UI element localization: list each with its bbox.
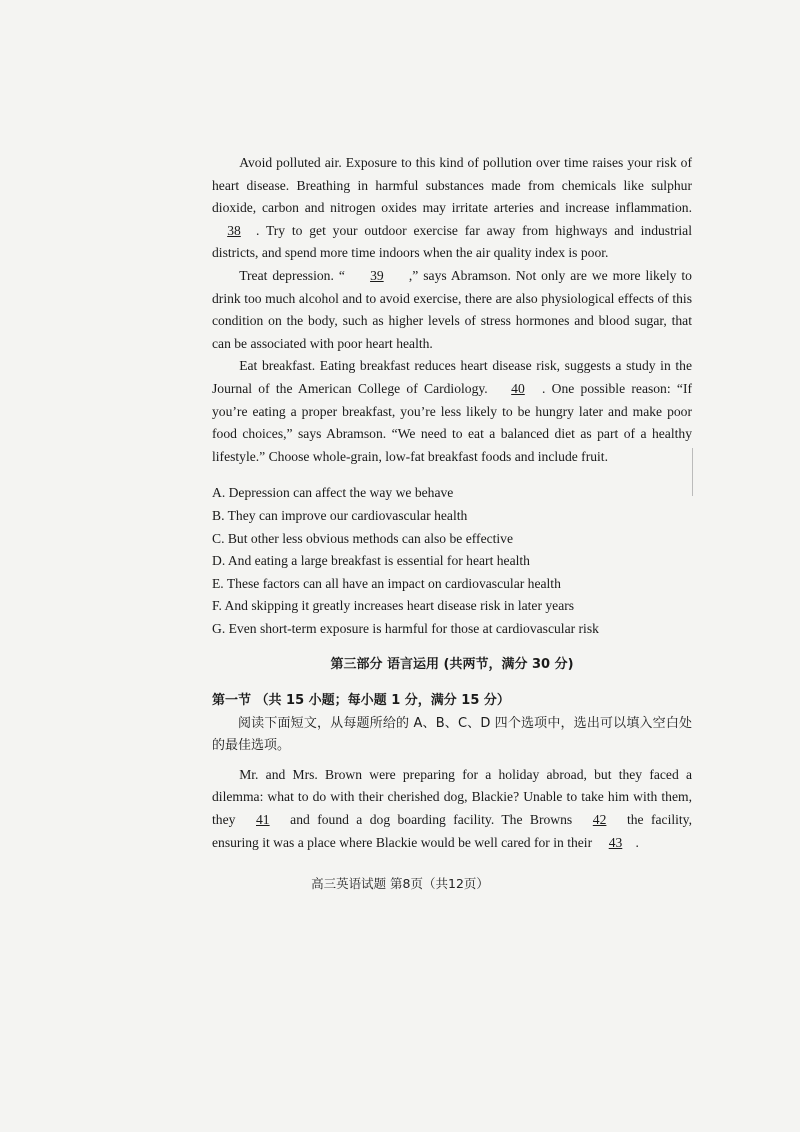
paragraph-39 (212, 265, 692, 355)
blank-42: 42 (592, 812, 607, 828)
option-d: D. And eating a large breakfast is essential for heart health (212, 553, 530, 569)
blank-43: 43 (608, 834, 623, 850)
passage-text: . (635, 834, 639, 850)
blank-39: 39 (370, 267, 384, 283)
paragraph-text: . One possible reason: “If you’re eating a proper breakfast, you’re less likely to be hungry later and make poor food choices,” says Abramson. “We need to eat a balanced diet as part of a healthy lifestyle.” Choose whole-grain, low-fat breakfast foods and include fruit. (212, 380, 692, 464)
scan-edge-line (692, 448, 693, 496)
section-heading: 第一节 （共 15 小题；每小题 1 分，满分 15 分） (212, 693, 510, 709)
blank-41: 41 (256, 812, 270, 828)
passage-text: the facility, ensuring it was a place where Blackie would be well cared for in their (212, 812, 692, 850)
paragraph-38 (212, 152, 692, 265)
paragraph-text: Avoid polluted air. Exposure to this kind of pollution over time raises your risk of heart disease. Breathing in harmful substances made from chemicals like sulphur dioxide, carbon and nitrogen oxides may irritate arteries and increase inflammation. (212, 155, 692, 216)
blank-40: 40 (511, 380, 525, 396)
instruction-text: 阅读下面短文，从每题所给的 A、B、C、D 四个选项中，选出可以填入空白处的最佳选项。 (212, 715, 692, 754)
option-f: F. And skipping it greatly increases heart disease risk in later years (212, 598, 575, 614)
part-heading: 第三部分 语言运用 (共两节，满分 30 分) (330, 657, 574, 673)
option-e: E. These factors can all have an impact on cardiovascular health (212, 575, 561, 591)
passage-text: and found a dog boarding facility. The Browns (282, 812, 580, 828)
paragraph-text: . Try to get your outdoor exercise far away from highways and industrial districts, and spend more time indoors when the air quality index is poor. (212, 222, 692, 261)
paragraph-text: ,” says Abramson. Not only are we more likely to drink too much alcohol and to avoid exercise, there are also physiological effects of this condition on the body, such as higher levels of stress hormones and blood sugar, that can be associated with poor heart health. (212, 267, 692, 351)
option-c: C. But other less obvious methods can also be effective (212, 530, 514, 546)
paragraph-text: Eat breakfast. Eating breakfast reduces heart disease risk, suggests a study in the Journal of the American College of Cardiology. (212, 358, 692, 396)
options-list (212, 482, 692, 640)
passage-text: Mr. and Mrs. Brown were preparing for a holiday abroad, but they faced a dilemma: what to do with their cherished dog, Blackie? Unable to take him with them, they (212, 766, 692, 828)
paragraph-40 (212, 355, 692, 468)
option-b: B. They can improve our cardiovascular health (212, 507, 468, 523)
option-a: A. Depression can affect the way we behave (212, 485, 454, 501)
cloze-passage (212, 764, 692, 854)
blank-38: 38 (227, 222, 241, 238)
option-g: G. Even short-term exposure is harmful for those at cardiovascular risk (212, 620, 599, 636)
page-content (212, 152, 692, 854)
page-footer: 高三英语试题 第8页（共12页） (311, 876, 489, 891)
paragraph-text: Treat depression. “ (239, 267, 345, 283)
